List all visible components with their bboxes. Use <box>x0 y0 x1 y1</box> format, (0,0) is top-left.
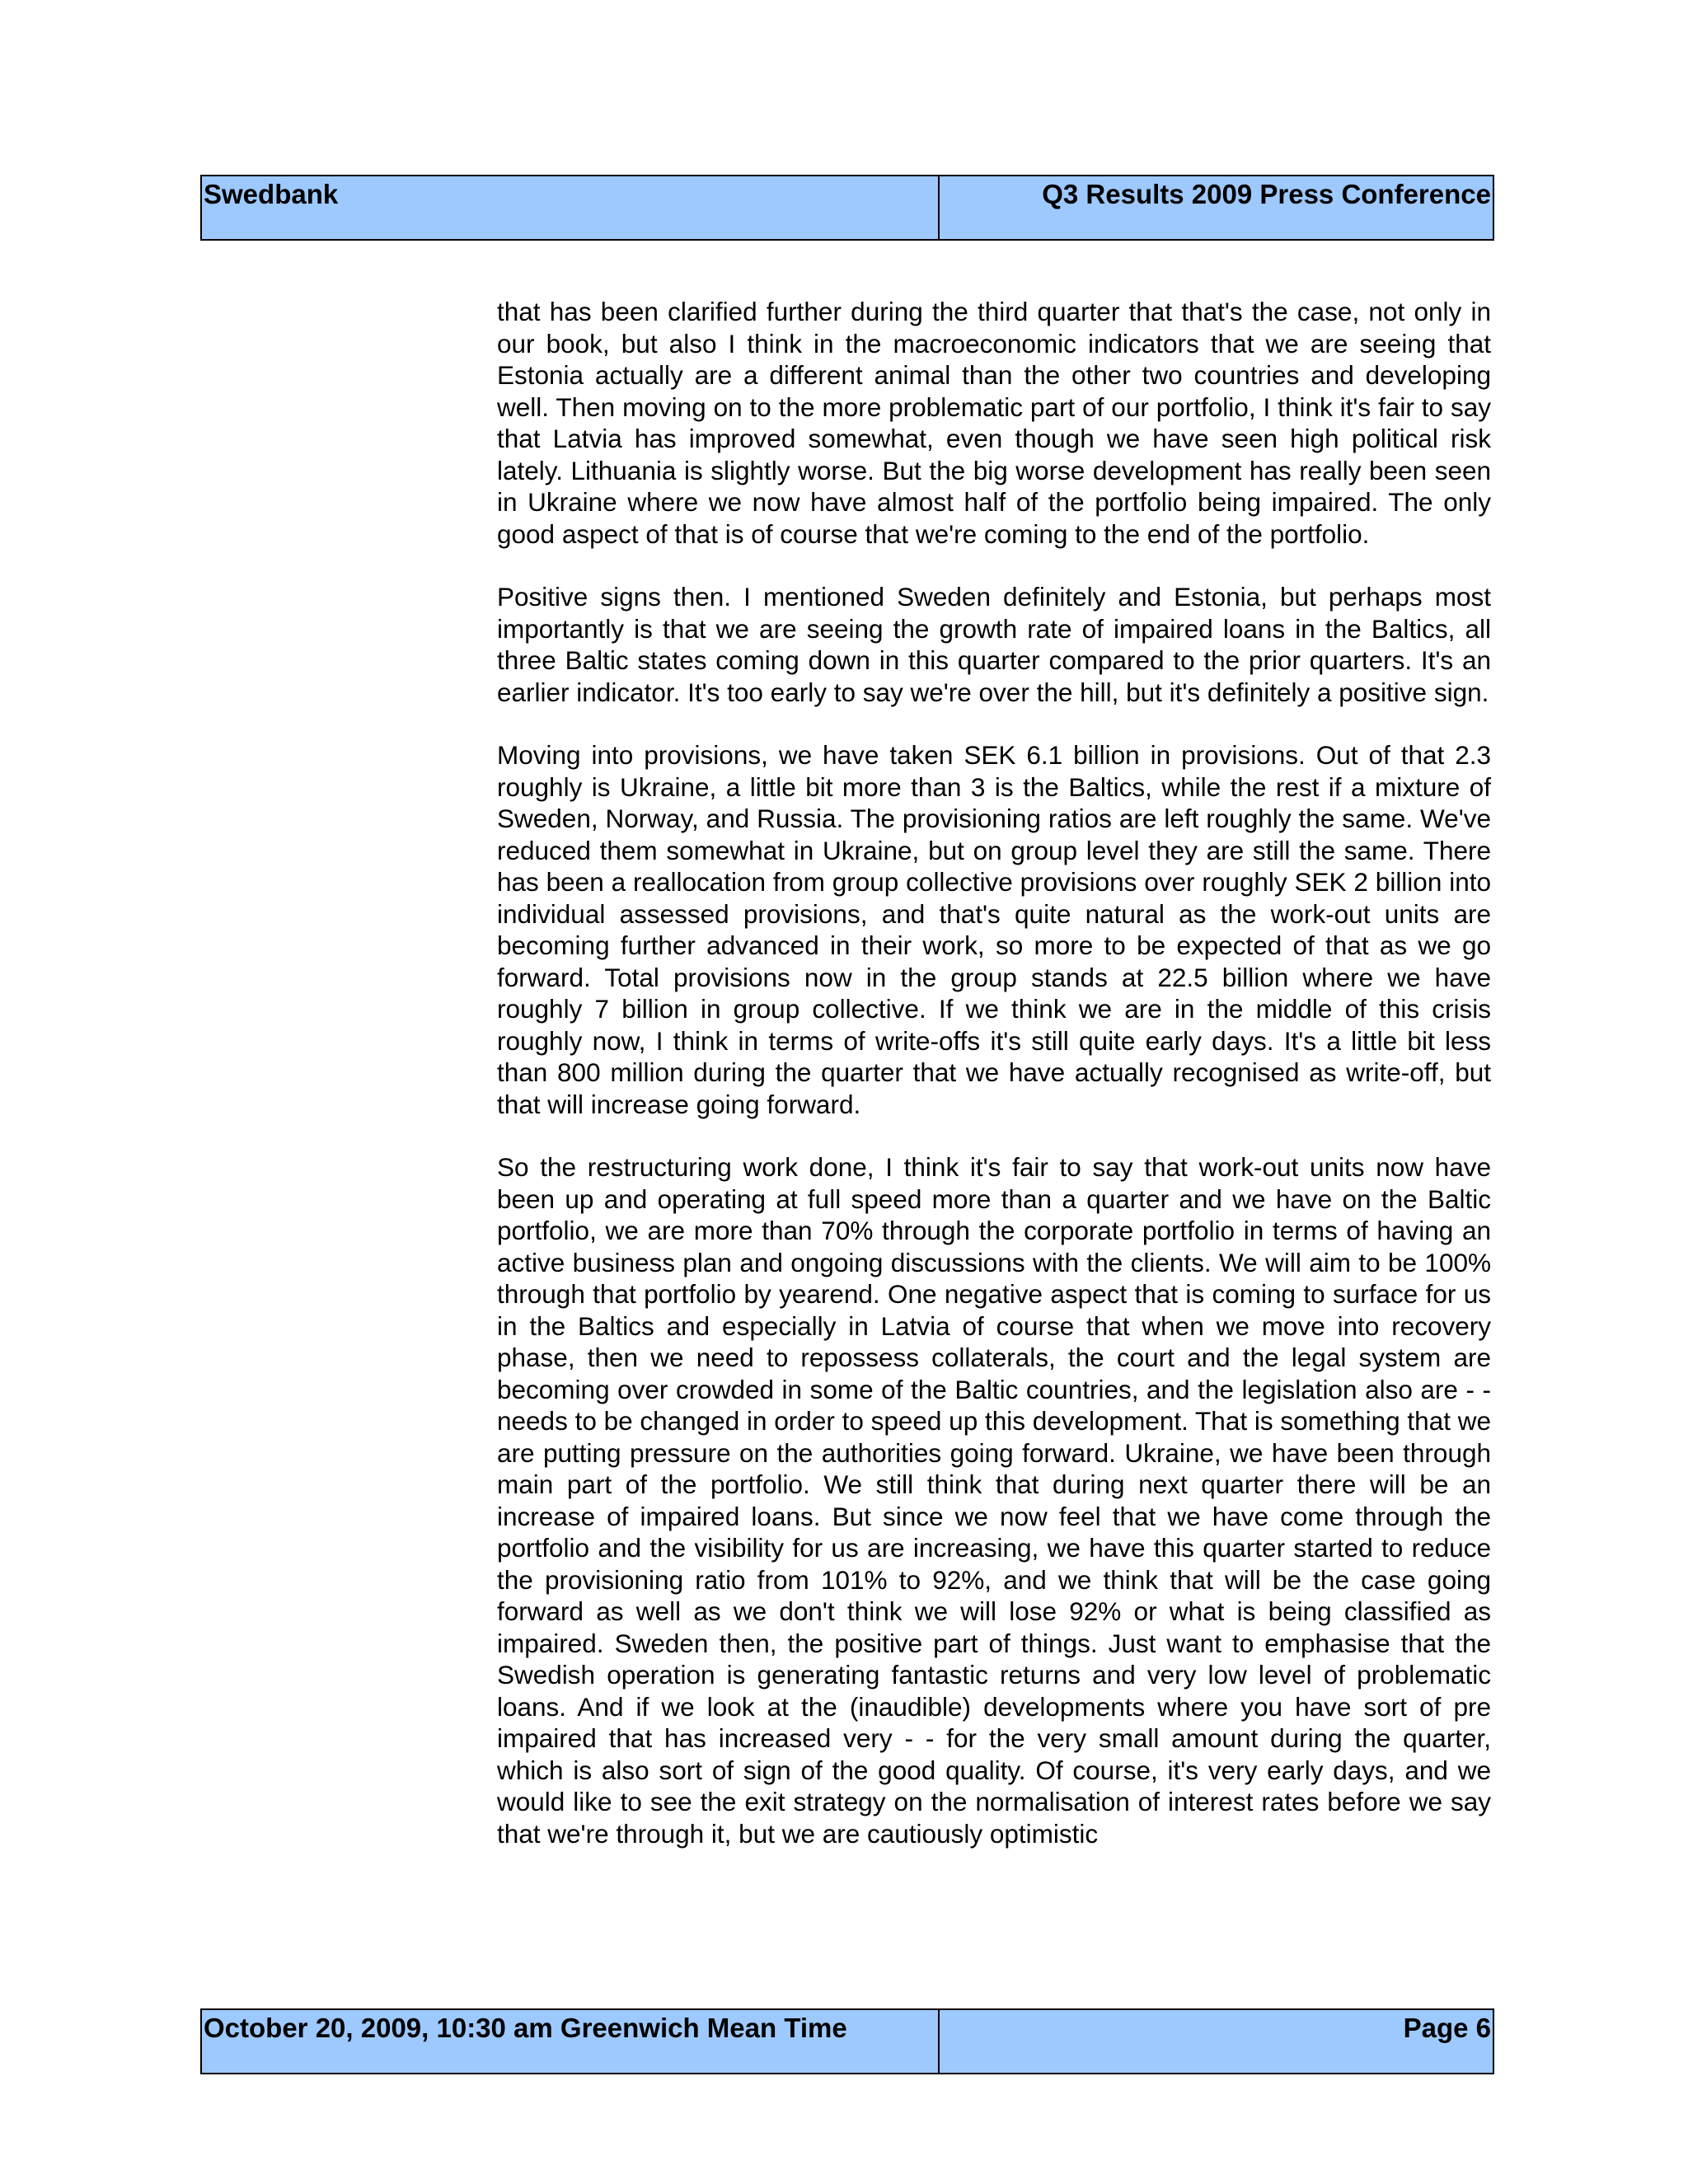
header-company: Swedbank <box>202 176 940 239</box>
footer-datetime: October 20, 2009, 10:30 am Greenwich Mean Time <box>202 2010 940 2073</box>
page-header <box>200 175 1494 241</box>
footer-page-number: Page 6 <box>1403 2013 1491 2043</box>
paragraph-4: So the restructuring work done, I think it's fair to say that work-out units now have been up and operating at full speed more than a quarter and we have on the Baltic portfolio, we are more than 70% through the corporate portfolio in terms of having an active business plan and ongoing discussions with the clients. We will aim to be 100% through that portfolio by yearend. One negative aspect that is coming to surface for us in the Baltics and especially in Latvia of course that when we move into recovery phase, then we need to repossess collaterals, the court and the legal system are becoming over crowded in some of the Baltic countries, and the legislation also are - - needs to be changed in order to speed up this development. That is something that we are putting pressure on the authorities going forward. Ukraine, we have been through main part of the portfolio. We still think that during next quarter there will be an increase of impaired loans. But since we now feel that we have come through the portfolio and the visibility for us are increasing, we have this quarter started to reduce the provisioning ratio from 101% to 92%, and we think that will be the case going forward as well as we don't think we will lose 92% or what is being classified as impaired. Sweden then, the positive part of things. Just want to emphasise that the Swedish operation is generating fantastic returns and very low level of problematic loans. And if we look at the (inaudible) developments where you have sort of pre impaired that has increased very - - for the very small amount during the quarter, which is also sort of sign of the good quality. Of course, it's very early days, and we would like to see the exit strategy on the normalisation of interest rates before we say that we're through it, but we are cautiously optimistic <box>497 1152 1491 1849</box>
paragraph-1: that has been clarified further during the third quarter that that's the case, not only in our book, but also I think in the macroeconomic indicators that we are seeing that Estonia actually are a different animal than the other two countries and developing well. Then moving on to the more problematic part of our portfolio, I think it's fair to say that Latvia has improved somewhat, even though we have seen high political risk lately. Lithuania is slightly worse. But the big worse development has really been seen in Ukraine where we now have almost half of the portfolio being impaired. The only good aspect of that is of course that we're coming to the end of the portfolio. <box>497 297 1491 549</box>
paragraph-3: Moving into provisions, we have taken SEK 6.1 billion in provisions. Out of that 2.3 roughly is Ukraine, a little bit more than 3 is the Baltics, while the rest if a mixture of Sweden, Norway, and Russia. The provisioning ratios are left roughly the same. We've reduced them somewhat in Ukraine, but on group level they are still the same. There has been a reallocation from group collective provisions over roughly SEK 2 billion into individual assessed provisions, and that's quite natural as the work-out units are becoming further advanced in their work, so more to be expected of that as we go forward. Total provisions now in the group stands at 22.5 billion where we have roughly 7 billion in group collective. If we think we are in the middle of this crisis roughly now, I think in terms of write-offs it's still quite early days. It's a little bit less than 800 million during the quarter that we have actually recognised as write-off, but that will increase going forward. <box>497 740 1491 1119</box>
page-footer <box>200 2008 1494 2074</box>
header-title: Q3 Results 2009 Press Conference <box>1042 179 1491 209</box>
transcript-body <box>497 296 1491 1849</box>
paragraph-2: Positive signs then. I mentioned Sweden definitely and Estonia, but perhaps most importantly is that we are seeing the growth rate of impaired loans in the Baltics, all three Baltic states coming down in this quarter compared to the prior quarters. It's an earlier indicator. It's too early to say we're over the hill, but it's definitely a positive sign. <box>497 582 1491 707</box>
